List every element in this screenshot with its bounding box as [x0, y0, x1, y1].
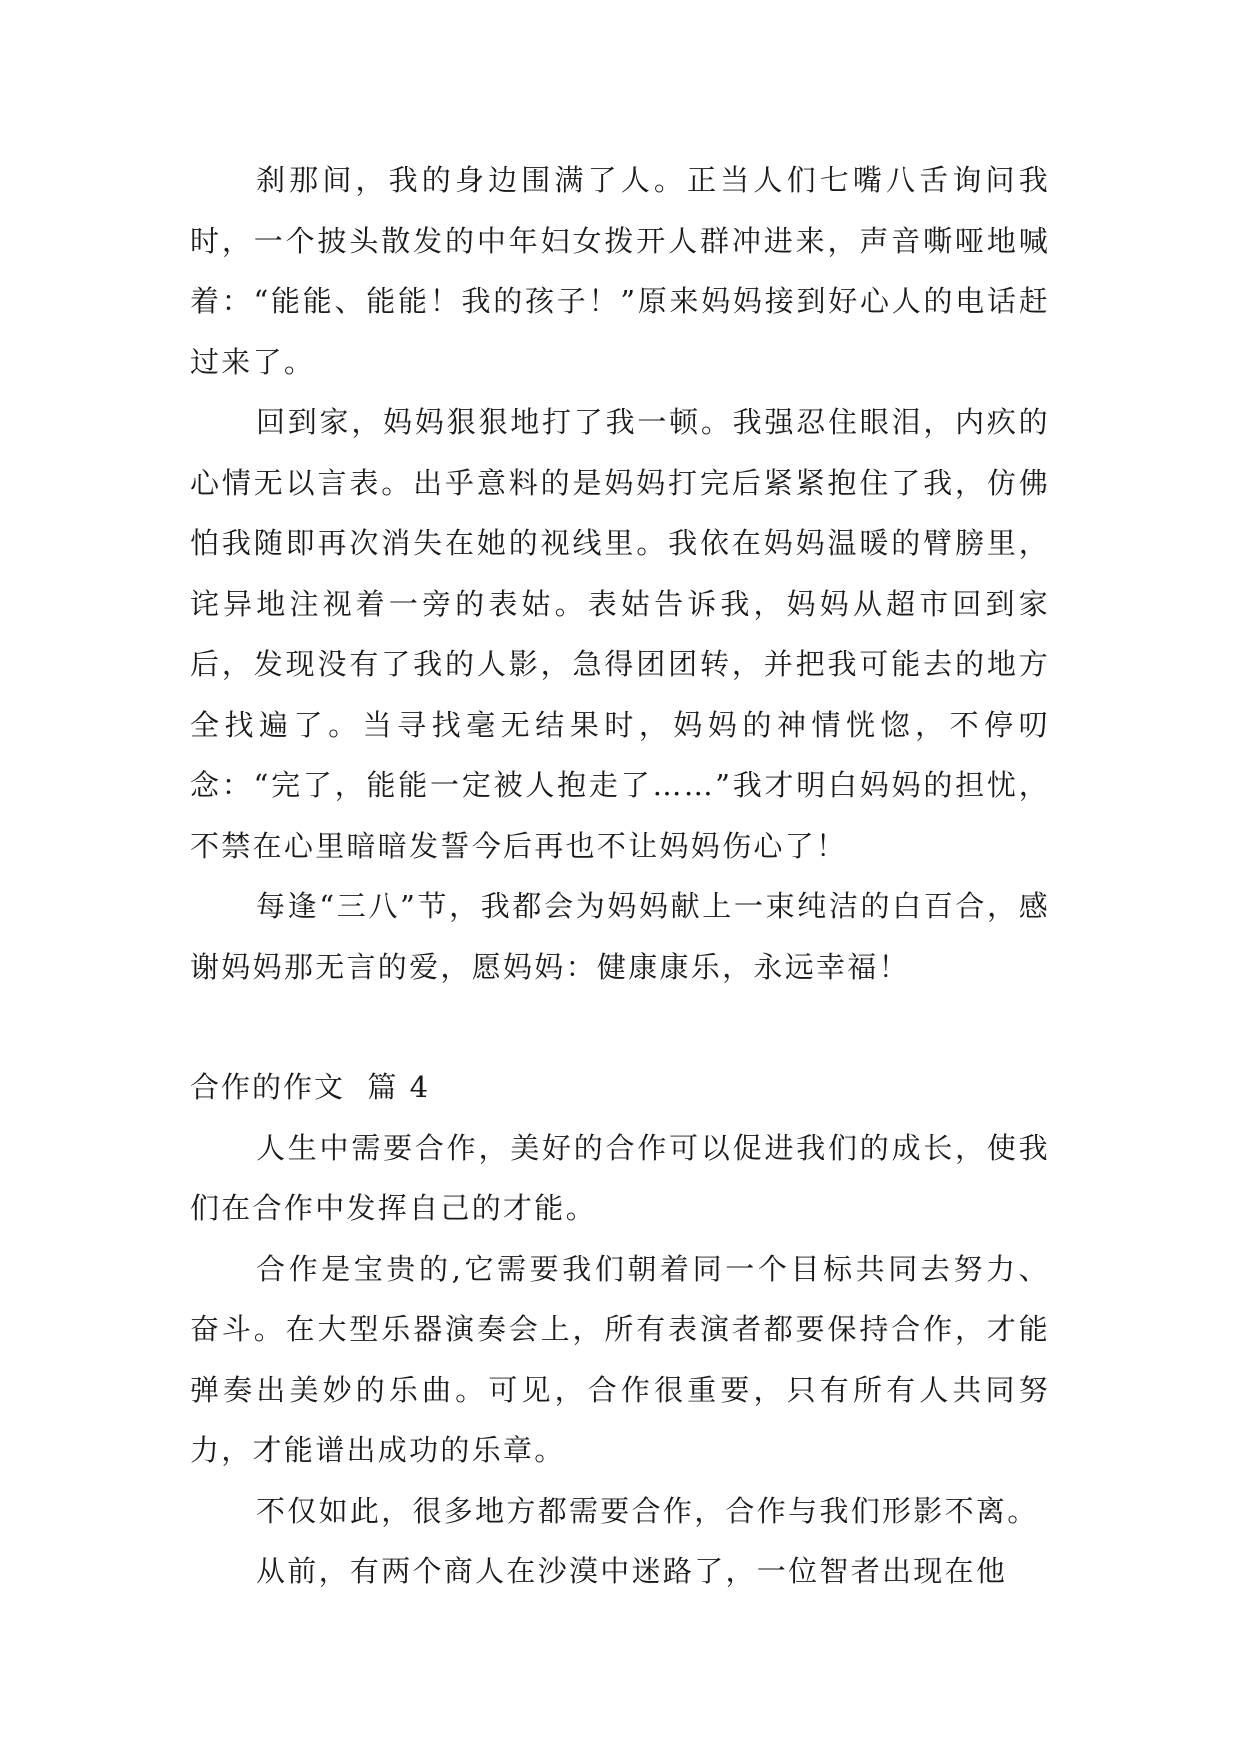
- paragraph-cooperation-intro: 人生中需要合作，美好的合作可以促进我们的成长，使我们在合作中发挥自己的才能。: [190, 1130, 1050, 1225]
- paragraph-womens-day: 每逢“三八”节，我都会为妈妈献上一束纯洁的白百合，感谢妈妈那无言的爱，愿妈妈：健康康乐，永远幸福！: [190, 889, 1050, 984]
- paragraph-merchants-story: 从前，有两个商人在沙漠中迷路了，一位智者出现在他: [256, 1554, 1008, 1588]
- paragraph-cooperation-everywhere: 不仅如此，很多地方都需要合作，合作与我们形影不离。: [256, 1493, 1039, 1528]
- paragraph-crowd: 刹那间，我的身边围满了人。正当人们七嘴八舌询问我时，一个披头散发的中年妇女拨开人群冲进来，声音嘶哑地喊着：“能能、能能！我的孩子！”原来妈妈接到好心人的电话赶过来了。: [190, 163, 1050, 379]
- section-heading: 合作的作文 篇 4: [190, 1070, 431, 1104]
- paragraph-cooperation-precious: 合作是宝贵的,它需要我们朝着同一个目标共同去努力、奋斗。在大型乐器演奏会上，所有表演者都要保持合作，才能弹奏出美妙的乐曲。可见，合作很重要，只有所有人共同努力，才能谱出成功的乐章。: [190, 1251, 1050, 1467]
- document-page: [190, 150, 1050, 1602]
- paragraph-home: 回到家，妈妈狠狠地打了我一顿。我强忍住眼泪，内疚的心情无以言表。出乎意料的是妈妈打完后紧紧抱住了我，仿佛怕我随即再次消失在她的视线里。我依在妈妈温暖的臂膀里，诧异地注视着一旁的表姑。表姑告诉我，妈妈从超市回到家后，发现没有了我的人影，急得团团转，并把我可能去的地方全找遍了。当寻找毫无结果时，妈妈的神情恍惚，不停叨念：“完了，能能一定被人抱走了……”我才明白妈妈的担忧，不禁在心里暗暗发誓今后再也不让妈妈伤心了！: [190, 405, 1050, 863]
